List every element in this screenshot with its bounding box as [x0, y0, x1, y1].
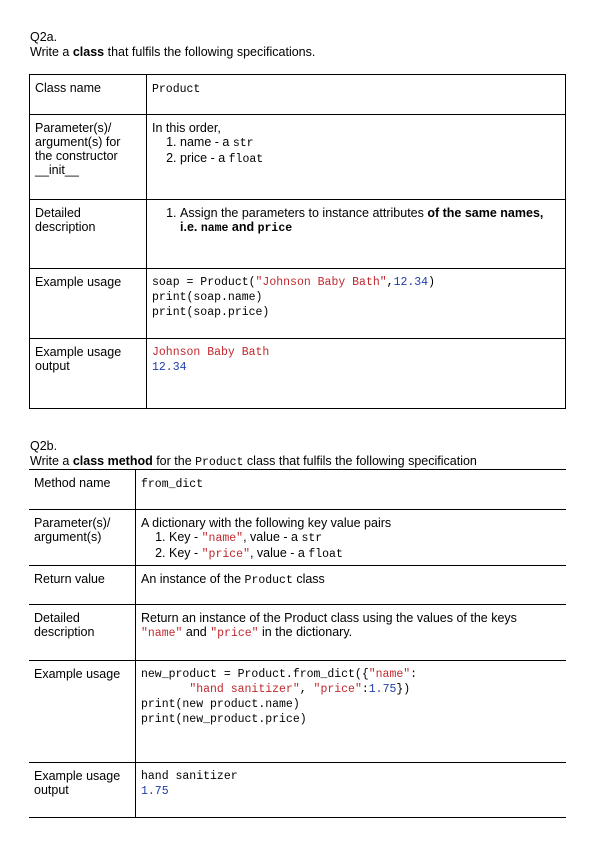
method-name-label: Method name	[29, 470, 136, 510]
b-usage-code: new_product = Product.from_dict({"name": "hand sanitizer", "price":1.75}) print(new product.name) print(new_product.price)	[136, 661, 567, 763]
list-item: 1. name - a str	[180, 135, 560, 151]
params-label: Parameter(s)/ argument(s) for the constructor __init__	[30, 115, 147, 200]
b-params-label: Parameter(s)/ argument(s)	[29, 510, 136, 566]
table-row	[29, 510, 566, 566]
q2a-label: Q2a.	[30, 30, 58, 44]
q2b-spec-table	[29, 469, 566, 818]
class-name-label: Class name	[30, 75, 147, 115]
table-row	[30, 269, 566, 339]
table-row	[29, 661, 566, 763]
table-row	[30, 115, 566, 200]
detail-label: Detailed description	[30, 200, 147, 269]
b-output-code: hand sanitizer 1.75	[136, 763, 567, 818]
table-row	[30, 75, 566, 115]
b-usage-label: Example usage	[29, 661, 136, 763]
table-row	[29, 763, 566, 818]
return-label: Return value	[29, 566, 136, 605]
class-name-value: Product	[152, 83, 201, 96]
b-params-value: A dictionary with the following key value pairs 1. Key - "name", value - a str 2. Key - "price", value - a float	[136, 510, 567, 566]
return-value: An instance of the Product class	[136, 566, 567, 605]
q2b-instruction: Write a class method for the Product class that fulfils the following specification	[30, 454, 477, 469]
list-item: 2. price - a float	[180, 151, 560, 167]
list-item: 1. Key - "name", value - a str	[169, 530, 561, 546]
list-item: 2. Key - "price", value - a float	[169, 546, 561, 562]
method-name-value: from_dict	[141, 478, 204, 491]
table-row	[29, 470, 566, 510]
q2b-label: Q2b.	[30, 439, 58, 453]
q2a-spec-table	[29, 74, 566, 409]
table-row	[29, 566, 566, 605]
usage-code: soap = Product("Johnson Baby Bath",12.34) print(soap.name) print(soap.price)	[147, 269, 566, 339]
detail-value	[147, 200, 566, 269]
list-item: 1. Assign the parameters to instance attributes of the same names, i.e. name and price	[180, 206, 560, 236]
table-row	[30, 339, 566, 409]
b-detail-value: Return an instance of the Product class using the values of the keys "name" and "price" in the dictionary.	[136, 605, 567, 661]
usage-label: Example usage	[30, 269, 147, 339]
q2a-instruction: Write a class that fulfils the following specifications.	[30, 45, 316, 59]
params-value: In this order, 1. name - a str 2. price - a float	[147, 115, 566, 200]
b-output-label: Example usage output	[29, 763, 136, 818]
table-row	[30, 200, 566, 269]
b-detail-label: Detailed description	[29, 605, 136, 661]
output-code: Johnson Baby Bath 12.34	[147, 339, 566, 409]
table-row	[29, 605, 566, 661]
output-label: Example usage output	[30, 339, 147, 409]
